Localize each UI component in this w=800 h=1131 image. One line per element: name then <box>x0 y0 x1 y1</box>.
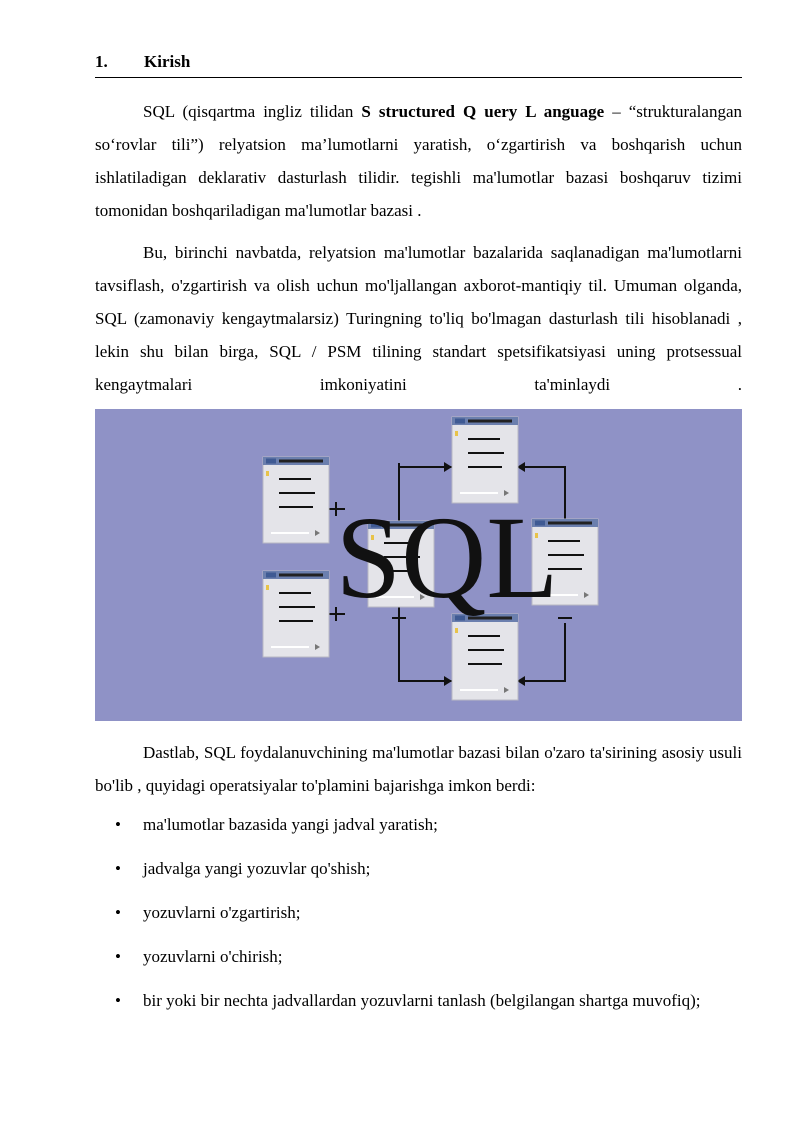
operations-intro-paragraph: Dastlab, SQL foydalanuvchining ma'lumotlar bazasi bilan o'zaro ta'sirining asosiy usuli bo'lib , quyidagi operatsiyalar to'plamini bajarishga imkon berdi: <box>95 743 742 795</box>
list-item <box>95 940 742 973</box>
sql-diagram-figure <box>95 409 742 721</box>
list-item <box>95 896 742 929</box>
list-item <box>95 984 742 1017</box>
bullet-icon: • <box>115 859 121 878</box>
intro-paragraph <box>95 95 742 227</box>
operations-list <box>95 808 742 1017</box>
bullet-icon: • <box>115 903 121 922</box>
section-number: 1. <box>95 52 108 71</box>
list-item-text: yozuvlarni o'chirish; <box>143 947 283 966</box>
list-item-text: ma'lumotlar bazasida yangi jadval yaratish; <box>143 815 438 834</box>
intro-text-start: SQL (qisqartma ingliz tilidan <box>143 102 362 121</box>
bullet-icon: • <box>115 815 121 834</box>
table-icon <box>263 457 329 543</box>
document-page <box>95 52 742 1028</box>
list-item <box>95 852 742 885</box>
sql-acronym-expansion: S structured Q uery L anguage <box>361 102 605 121</box>
section-title: Kirish <box>144 52 191 71</box>
section-heading <box>95 52 742 78</box>
list-item-text: jadvalga yangi yozuvlar qo'shish; <box>143 859 371 878</box>
table-icon <box>452 417 518 503</box>
table-icon <box>452 614 518 700</box>
bullet-icon: • <box>115 991 121 1010</box>
sql-label: SQL <box>335 492 559 623</box>
sql-diagram <box>95 409 742 721</box>
list-item <box>95 808 742 841</box>
list-item-text: yozuvlarni o'zgartirish; <box>143 903 301 922</box>
bullet-icon: • <box>115 947 121 966</box>
list-item-text: bir yoki bir nechta jadvallardan yozuvlarni tanlash (belgilangan shartga muvofiq); <box>143 991 701 1010</box>
table-icon <box>263 571 329 657</box>
description-paragraph: Bu, birinchi navbatda, relyatsion ma'lumotlar bazalarida saqlanadigan ma'lumotlarni tavsiflash, o'zgartirish va olish uchun mo'ljallangan axborot-mantiqiy til. Umuman olganda, SQL (zamonaviy kengaytmalarsiz) Turingning to'liq bo'lmagan dasturlash tili hisoblanadi , lekin shu bilan birga, SQL / PSM tilining standart spetsifikatsiyasi uning protsessual kengaytmalari imkoniyatini ta'minlaydi . <box>95 243 742 394</box>
intro-text-end: – “strukturalangan so‘rovlar tili”) relyatsion ma’lumotlarni yaratish, o‘zgartirish va boshqarish uchun ishlatiladigan deklarativ dasturlash tilidir. tegishli ma'lumotlar bazasi boshqaruv tizimi tomonidan boshqariladigan ma'lumotlar bazasi . <box>95 102 742 220</box>
